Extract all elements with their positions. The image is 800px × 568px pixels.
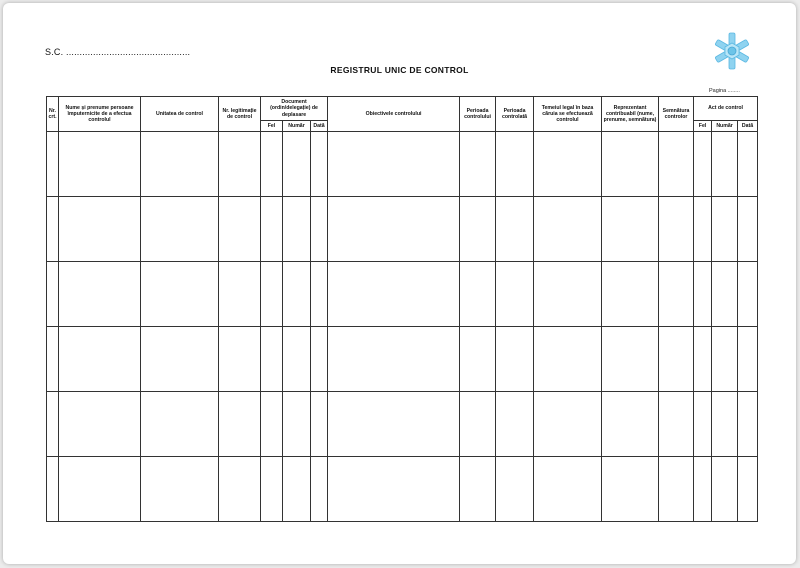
table-cell — [496, 392, 534, 457]
table-row — [47, 457, 758, 522]
table-cell — [496, 457, 534, 522]
table-cell — [219, 132, 261, 197]
column-header-controller-signature: Semnătura controlor — [659, 97, 694, 132]
column-header-taxpayer-representative: Reprezentant contribuabil (nume, prenume, semnătura) — [602, 97, 659, 132]
table-cell — [261, 132, 283, 197]
table-cell — [534, 327, 602, 392]
document-title: REGISTRUL UNIC DE CONTROL — [330, 65, 469, 75]
table-cell — [694, 197, 712, 262]
table-cell — [694, 327, 712, 392]
column-header-controlled-period: Perioada controlată — [496, 97, 534, 132]
table-cell — [47, 327, 59, 392]
table-cell — [496, 132, 534, 197]
table-cell — [328, 132, 460, 197]
table-cell — [219, 327, 261, 392]
table-cell — [59, 327, 141, 392]
table-cell — [141, 132, 219, 197]
table-cell — [283, 327, 311, 392]
table-cell — [59, 132, 141, 197]
table-cell — [694, 392, 712, 457]
table-cell — [261, 457, 283, 522]
table-row — [47, 392, 758, 457]
table-cell — [602, 262, 659, 327]
table-cell — [311, 327, 328, 392]
table-row — [47, 262, 758, 327]
table-cell — [283, 197, 311, 262]
column-header-travel-document: Document (ordin/delegație) de deplasare — [261, 97, 328, 121]
table-cell — [141, 392, 219, 457]
column-header-nr: Nr. crt. — [47, 97, 59, 132]
table-cell — [261, 262, 283, 327]
table-cell — [328, 197, 460, 262]
company-name-line: S.C. .............................................. — [45, 47, 191, 57]
table-cell — [59, 262, 141, 327]
table-cell — [311, 262, 328, 327]
table-cell — [59, 197, 141, 262]
table-cell — [283, 457, 311, 522]
register-body — [47, 132, 758, 522]
table-cell — [712, 132, 738, 197]
table-cell — [738, 197, 758, 262]
table-cell — [534, 392, 602, 457]
table-cell — [534, 197, 602, 262]
table-cell — [712, 457, 738, 522]
table-cell — [602, 392, 659, 457]
column-header-id-number: Nr. legitimație de control — [219, 97, 261, 132]
table-cell — [659, 457, 694, 522]
table-cell — [460, 197, 496, 262]
table-cell — [738, 457, 758, 522]
table-cell — [460, 327, 496, 392]
table-cell — [311, 197, 328, 262]
table-cell — [659, 132, 694, 197]
table-cell — [283, 132, 311, 197]
page-number-label: Pagina ........ — [709, 88, 740, 94]
table-row — [47, 197, 758, 262]
table-cell — [328, 392, 460, 457]
table-cell — [59, 392, 141, 457]
table-cell — [460, 132, 496, 197]
table-cell — [738, 262, 758, 327]
table-cell — [311, 457, 328, 522]
table-cell — [261, 197, 283, 262]
table-row — [47, 132, 758, 197]
table-cell — [496, 262, 534, 327]
column-header-act-type: Fel — [694, 121, 712, 132]
table-cell — [59, 457, 141, 522]
column-header-legal-basis: Temeiul legal în baza căruia se efectuează controlul — [534, 97, 602, 132]
table-cell — [602, 132, 659, 197]
table-cell — [738, 392, 758, 457]
control-register-table — [46, 96, 758, 522]
table-cell — [283, 262, 311, 327]
table-cell — [659, 197, 694, 262]
table-cell — [496, 197, 534, 262]
table-cell — [219, 197, 261, 262]
column-header-document-type: Fel — [261, 121, 283, 132]
table-cell — [219, 457, 261, 522]
table-cell — [659, 392, 694, 457]
table-cell — [659, 262, 694, 327]
table-cell — [694, 132, 712, 197]
column-header-act-date: Dată — [738, 121, 758, 132]
column-header-act-number: Număr — [712, 121, 738, 132]
table-cell — [311, 392, 328, 457]
table-cell — [712, 262, 738, 327]
table-cell — [311, 132, 328, 197]
table-cell — [460, 457, 496, 522]
register-sheet — [3, 3, 796, 564]
table-cell — [602, 327, 659, 392]
table-cell — [460, 392, 496, 457]
column-header-objectives: Obiectivele controlului — [328, 97, 460, 132]
table-cell — [534, 132, 602, 197]
table-cell — [141, 262, 219, 327]
table-cell — [141, 327, 219, 392]
table-row — [47, 327, 758, 392]
column-header-document-date: Dată — [311, 121, 328, 132]
table-cell — [47, 457, 59, 522]
table-cell — [328, 262, 460, 327]
column-header-control-unit: Unitatea de control — [141, 97, 219, 132]
table-cell — [534, 457, 602, 522]
table-cell — [283, 392, 311, 457]
table-cell — [219, 262, 261, 327]
table-cell — [219, 392, 261, 457]
table-cell — [534, 262, 602, 327]
table-cell — [602, 197, 659, 262]
table-cell — [328, 327, 460, 392]
table-cell — [602, 457, 659, 522]
table-cell — [261, 327, 283, 392]
table-cell — [712, 392, 738, 457]
column-header-document-number: Număr — [283, 121, 311, 132]
table-cell — [141, 457, 219, 522]
table-cell — [47, 197, 59, 262]
table-cell — [694, 262, 712, 327]
table-cell — [460, 262, 496, 327]
table-cell — [496, 327, 534, 392]
table-cell — [47, 132, 59, 197]
table-cell — [738, 327, 758, 392]
column-header-control-act: Act de control — [694, 97, 758, 121]
table-cell — [738, 132, 758, 197]
table-cell — [712, 327, 738, 392]
snowflake-emblem-icon — [709, 31, 755, 71]
table-cell — [328, 457, 460, 522]
table-cell — [47, 262, 59, 327]
table-cell — [47, 392, 59, 457]
table-cell — [659, 327, 694, 392]
table-cell — [141, 197, 219, 262]
column-header-inspector-name: Nume și prenume persoane împuternicite de a efectua controlul — [59, 97, 141, 132]
table-cell — [261, 392, 283, 457]
table-cell — [712, 197, 738, 262]
table-cell — [694, 457, 712, 522]
column-header-control-period: Perioada controlului — [460, 97, 496, 132]
